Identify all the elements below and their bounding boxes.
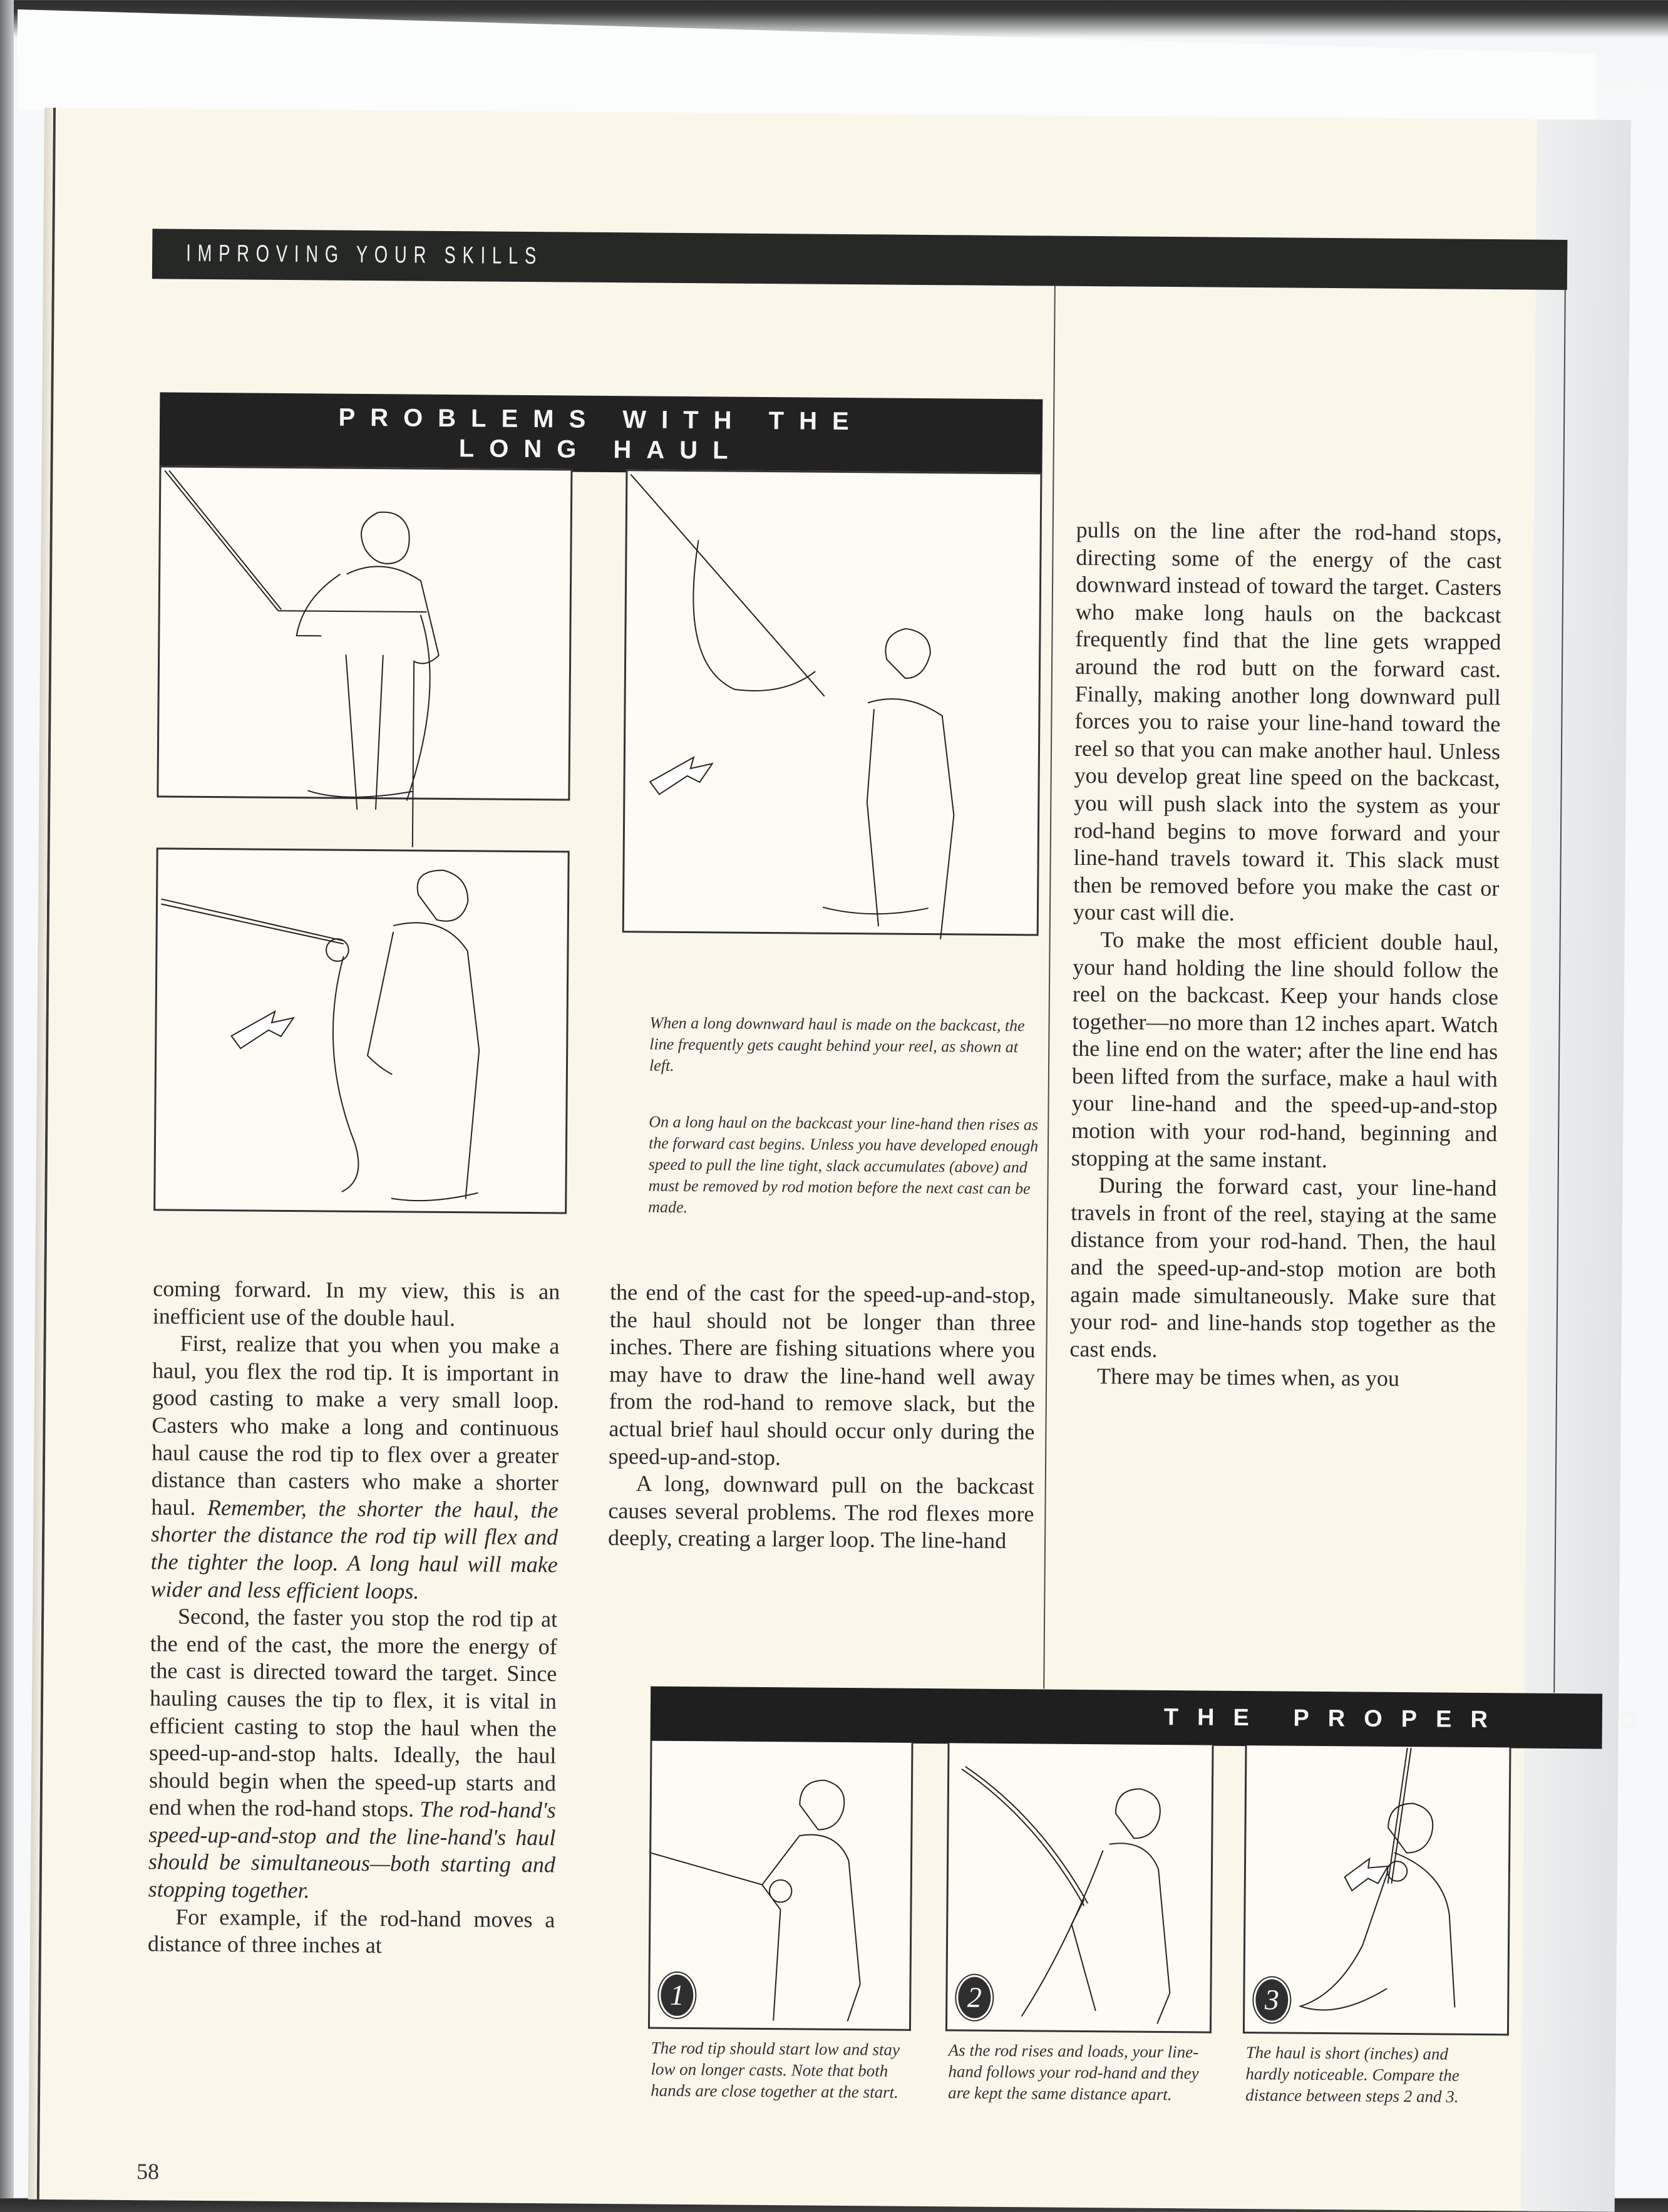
running-header-bar xyxy=(152,229,1568,290)
page-number: 58 xyxy=(136,2159,160,2184)
step-1-caption: The rod tip should start low and stay low on longer casts. Note that both hands are close together at the start. xyxy=(651,2038,900,2102)
paragraph: A long, downward pull on the backcast causes several problems. The rod flexes more deeply, creating a larger loop. The line-hand xyxy=(607,1470,1034,1554)
step-number-badge: 1 xyxy=(659,1973,696,2018)
paragraph xyxy=(148,1603,557,1906)
step-number-badge: 2 xyxy=(956,1975,993,2020)
paragraph: coming forward. In my view, this is an inefficient use of the double haul. xyxy=(152,1276,560,1331)
step-2-caption: As the rod rises and loads, your line-hand follows your rod-hand and they are kept the same distance apart. xyxy=(948,2040,1199,2104)
title-text: THE PROPER xyxy=(1163,1704,1507,1734)
illustration-slack-line xyxy=(622,469,1042,936)
title-line-2: LONG HAUL xyxy=(458,435,743,465)
paragraph: There may be times when, as you xyxy=(1096,1363,1400,1392)
sidebar-title-problems xyxy=(159,392,1042,475)
step-2-illustration xyxy=(945,1743,1214,2033)
paragraph: pulls on the line after the rod-hand stops, directing some of the energy of the cast downward instead of toward the target. Casters who make long hauls on the backcast frequently find that the line gets wrapped around the rod butt on the forward cast. Finally, making another long downward pull forces you to raise your line-hand toward the reel so that you can make another haul. Unless you develop great line speed on the backcast, you will push slack into the system as your rod-hand begins to move forward and your line-hand travels toward it. This slack must then be removed before you make the cast or your cast will die. xyxy=(1073,517,1502,926)
caster-illustration-2 xyxy=(624,471,1041,934)
facing-page-edge xyxy=(1521,120,1631,2212)
paragraph xyxy=(150,1330,559,1606)
column-divider xyxy=(1043,286,1056,1689)
step-3-caption: The haul is short (inches) and hardly noticeable. Compare the distance between steps 2 and 3. xyxy=(1245,2043,1460,2106)
scan-edge xyxy=(0,0,14,2198)
step-3-illustration xyxy=(1243,1745,1511,2035)
paragraph: For example, if the rod-hand moves a distance of three inches at xyxy=(147,1904,555,1958)
paragraph: the end of the cast for the speed-up-and-stop, the haul should not be longer than three inches. There are fishing situations where you may have to draw the line-hand well away from the rod-hand to remove slack, but the actual brief haul should occur only during the speed-up-and-stop. xyxy=(608,1279,1036,1470)
running-header: IMPROVING YOUR SKILLS xyxy=(186,240,543,270)
illustration-line-behind-reel xyxy=(153,847,570,1214)
caption-reel-caught: When a long downward haul is made on the backcast, the line frequently gets caught behind your reel, as shown at left. xyxy=(649,1013,1025,1075)
caption-slack-accumulates: On a long haul on the backcast your line-hand then rises as the forward cast begins. Unless you have developed enough speed to pull the line tight, slack accumulates (above) and must be removed by rod motion before the next cast can be made. xyxy=(648,1112,1039,1217)
step-1-illustration xyxy=(648,1741,914,2031)
emphasis-run: Remember, the shorter the haul, the shorter the distance the rod tip will flex and the tighter the loop. A long haul will make wider and less efficient loops. xyxy=(150,1494,559,1604)
text-run: First, realize that you when you make a haul, you flex the rod tip. It is important in good casting to make a very small loop. Casters who make a long and continuous haul cause the rod tip to flex over a greater distance than casters who make a shorter haul. xyxy=(151,1330,560,1520)
paragraph: To make the most efficient double haul, your hand holding the line should follow the reel on the backcast. Keep your hands close together—no more than 12 inches apart. Watch the line end on the water; after the line end has been lifted from the surface, make a haul with your line-hand and the speed-up-and-stop motion with your rod-hand, beginning and stopping at the same instant. xyxy=(1071,927,1499,1172)
column-middle xyxy=(608,1279,1036,1555)
column-left xyxy=(148,1275,560,1961)
caster-illustration-1 xyxy=(158,467,570,798)
illustration-reel-caught xyxy=(157,465,572,800)
caster-illustration-3 xyxy=(155,849,567,1212)
text-run: Second, the faster you stop the rod tip at the end of the cast, the more the energy of the cast is directed toward the target. Since hauling causes the tip to flex, it is vital in efficient casting to stop the haul when the speed-up-and-stop halts. Ideally, the haul should begin when the speed-up starts and end when the rod-hand stops. xyxy=(148,1603,558,1822)
title-cut-letter: D xyxy=(1619,1707,1656,1735)
step-number-badge: 3 xyxy=(1254,1977,1290,2022)
title-line-1: PROBLEMS WITH THE xyxy=(338,403,864,436)
column-right xyxy=(1069,517,1502,1393)
book-page xyxy=(37,108,1656,2211)
sidebar-title-proper xyxy=(651,1687,1656,1749)
emphasis-run: The rod-hand's speed-up-and-stop and the line-hand's haul should be simultaneous—both starting and stopping together. xyxy=(148,1796,556,1903)
paragraph: During the forward cast, your line-hand travels in front of the reel, staying at the same distance from your rod-hand. Then, the haul and the speed-up-and-stop motion are both again made simultaneously. Make sure that your rod- and line-hands stop together as the cast ends. xyxy=(1069,1172,1497,1362)
